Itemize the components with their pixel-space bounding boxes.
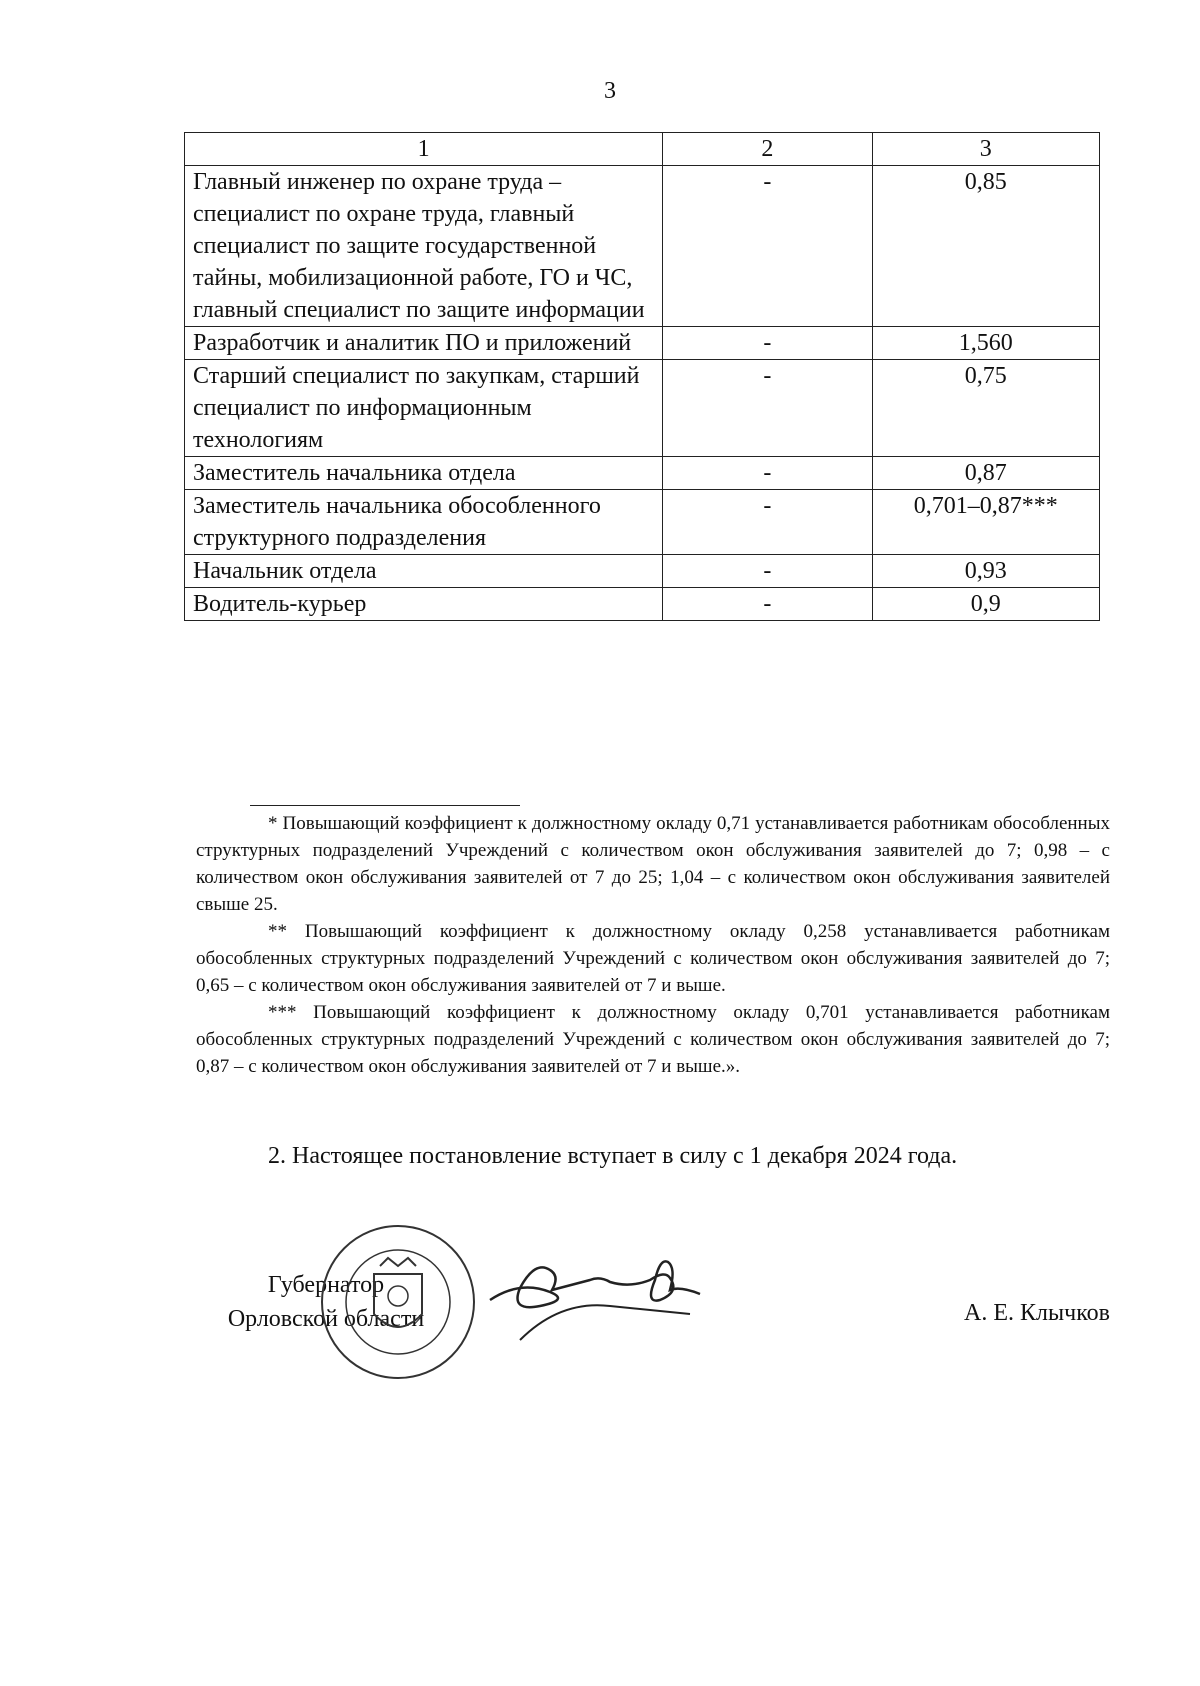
coefficient-table (184, 132, 1100, 621)
column-2-cell: - (663, 166, 872, 327)
crown-icon (380, 1258, 416, 1266)
position-cell: Водитель-курьер (185, 588, 663, 621)
signatory-title-line: Губернатор (267, 1272, 385, 1298)
coefficient-cell: 0,701–0,87*** (872, 490, 1100, 555)
coefficient-cell: 0,85 (872, 166, 1100, 327)
table-header-row (185, 133, 1100, 166)
coefficient-cell: 0,93 (872, 555, 1100, 588)
coefficient-cell: 1,560 (872, 327, 1100, 360)
footnote-divider (250, 805, 520, 806)
table-row (185, 588, 1100, 621)
coefficient-cell: 0,87 (872, 457, 1100, 490)
seal-outer-ring (322, 1226, 474, 1378)
signatory-title-line: Орловской области (227, 1306, 425, 1332)
footnote: * Повышающий коэффициент к должностному окладу 0,71 устанавливается работникам обособленных структурных подразделений Учреждений с количеством окон обслуживания заявителей до 7; 0,98 – с количеством окон обслуживания заявителей от 7 до 25; 1,04 – с количеством окон обслуживания заявителей свыше 25. (196, 813, 1110, 915)
column-header: 1 (185, 133, 663, 166)
footnotes (196, 810, 1110, 1080)
column-2-cell: - (663, 360, 872, 457)
table-row (185, 360, 1100, 457)
column-header: 3 (872, 133, 1100, 166)
emblem-center-icon (388, 1286, 408, 1306)
table-row (185, 490, 1100, 555)
footnote: *** Повышающий коэффициент к должностному окладу 0,701 устанавливается работникам обособленных структурных подразделений Учреждений с количеством окон обслуживания заявителей до 7; 0,87 – с количеством окон обслуживания заявителей от 7 и выше.». (196, 1002, 1110, 1077)
position-cell: Начальник отдела (185, 555, 663, 588)
column-2-cell: - (663, 457, 872, 490)
signatory-name: А. Е. Клычков (964, 1300, 1110, 1326)
column-2-cell: - (663, 588, 872, 621)
column-header: 2 (663, 133, 872, 166)
column-2-cell: - (663, 555, 872, 588)
handwritten-signature (480, 1240, 730, 1350)
page-number: 3 (604, 78, 616, 104)
footnote: ** Повышающий коэффициент к должностному окладу 0,258 устанавливается работникам обособленных структурных подразделений Учреждений с количеством окон обслуживания заявителей до 7; 0,65 – с количеством окон обслуживания заявителей от 7 и выше. (196, 921, 1110, 996)
table-row (185, 457, 1100, 490)
coefficient-cell: 0,9 (872, 588, 1100, 621)
emblem-base-icon (384, 1322, 412, 1327)
position-cell: Заместитель начальника отдела (185, 457, 663, 490)
position-cell: Разработчик и аналитик ПО и приложений (185, 327, 663, 360)
column-2-cell: - (663, 327, 872, 360)
column-2-cell: - (663, 490, 872, 555)
coat-of-arms-icon (374, 1274, 422, 1327)
table-row (185, 166, 1100, 327)
table-row (185, 555, 1100, 588)
position-cell: Заместитель начальника обособленного структурного подразделения (185, 490, 663, 555)
table-row (185, 327, 1100, 360)
position-cell: Главный инженер по охране труда – специалист по охране труда, главный специалист по защите государственной тайны, мобилизационной работе, ГО и ЧС, главный специалист по защите информации (185, 166, 663, 327)
official-seal (318, 1222, 478, 1382)
position-cell: Старший специалист по закупкам, старший специалист по информационным технологиям (185, 360, 663, 457)
coefficient-cell: 0,75 (872, 360, 1100, 457)
clause-2: 2. Настоящее постановление вступает в силу с 1 декабря 2024 года. (268, 1143, 958, 1169)
